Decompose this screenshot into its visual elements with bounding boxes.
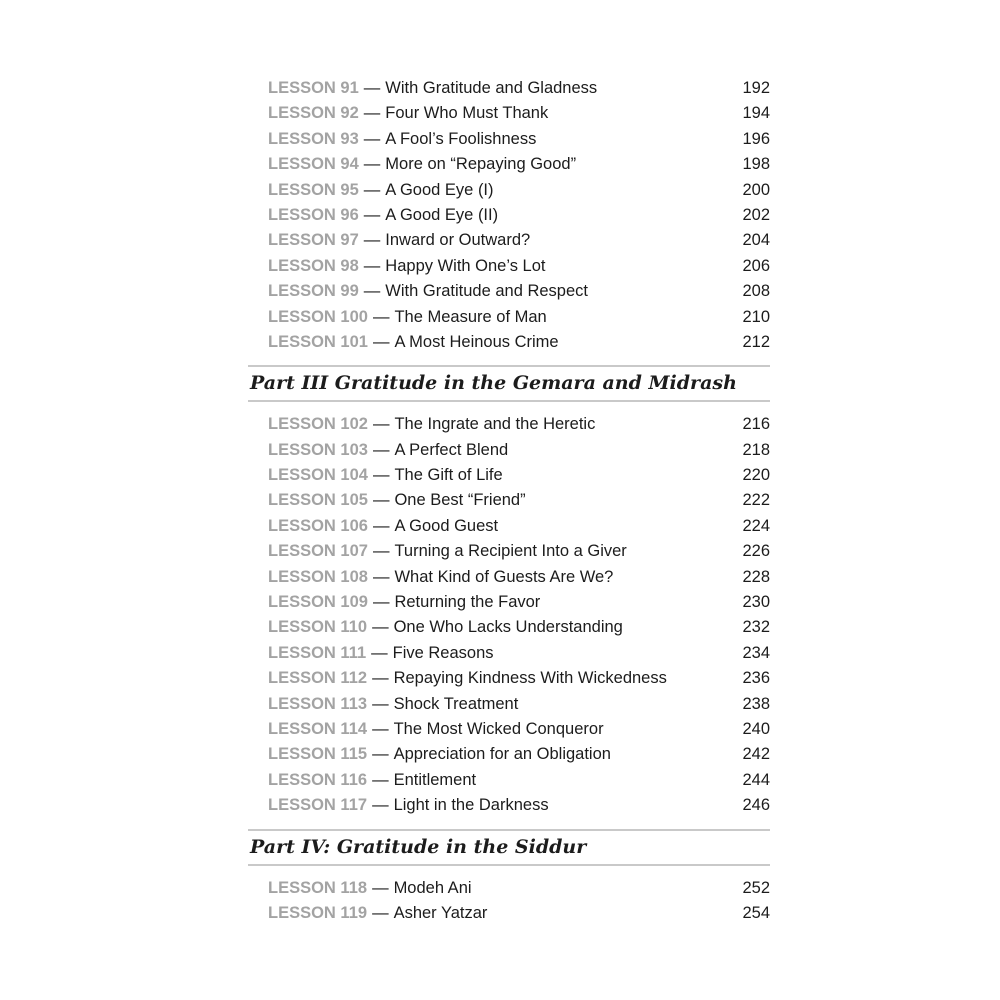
toc-entry [248, 565, 770, 590]
lesson-number: LESSON 104 [268, 466, 368, 485]
lesson-title: A Most Heinous Crime [394, 332, 559, 351]
part-divider-bottom [248, 864, 770, 866]
lesson-title: With Gratitude and Gladness [385, 79, 598, 97]
lesson-title: Appreciation for an Obligation [393, 745, 611, 764]
part-heading-block [248, 829, 770, 866]
lesson-number: LESSON 93 [268, 129, 359, 148]
lesson-number: LESSON 111 [268, 643, 367, 662]
page-number: 202 [742, 205, 770, 224]
toc-entry [248, 717, 770, 742]
lesson-title: One Who Lacks Understanding [393, 618, 623, 637]
em-dash-separator: — [372, 796, 389, 815]
page-number: 194 [742, 104, 770, 123]
em-dash-separator: — [363, 256, 381, 275]
lesson-title: A Perfect Blend [394, 440, 509, 459]
toc-entry [248, 615, 770, 640]
lesson-title: Asher Yatzar [393, 903, 488, 922]
lesson-title: Happy With One’s Lot [385, 256, 546, 275]
lesson-number: LESSON 110 [268, 618, 368, 637]
lesson-number: LESSON 109 [268, 593, 368, 612]
toc-entry [248, 203, 770, 228]
page-number: 240 [742, 719, 770, 738]
em-dash-separator: — [372, 669, 389, 688]
toc-entry [248, 438, 770, 463]
toc-entry [248, 768, 770, 793]
lesson-title: The Measure of Man [394, 307, 547, 326]
lesson-title: Shock Treatment [393, 694, 519, 713]
page-number: 204 [742, 231, 770, 250]
page-number: 254 [742, 903, 770, 922]
part-divider-bottom [248, 400, 770, 402]
em-dash-separator: — [372, 567, 390, 586]
page-number: 222 [742, 491, 770, 510]
page-number: 208 [742, 282, 770, 301]
lesson-title: Modeh Ani [393, 878, 472, 897]
toc-entry [248, 590, 770, 615]
lesson-number: LESSON 105 [268, 491, 368, 510]
lesson-title: The Most Wicked Conqueror [393, 719, 604, 738]
lesson-title: Inward or Outward? [385, 231, 531, 250]
page-number: 238 [742, 694, 770, 713]
page-number: 226 [742, 542, 770, 561]
page-number: 212 [742, 332, 770, 351]
lesson-number: LESSON 91 [268, 79, 359, 97]
em-dash-separator: — [363, 180, 381, 199]
toc-entry [248, 228, 770, 253]
page-number: 236 [742, 669, 770, 688]
em-dash-separator: — [363, 231, 381, 250]
toc-entry [248, 901, 770, 926]
toc-entry [248, 641, 770, 666]
toc-entry [248, 101, 770, 126]
page-number: 232 [742, 618, 770, 637]
page-number: 220 [742, 466, 770, 485]
page-number: 200 [742, 180, 770, 199]
lesson-number: LESSON 102 [268, 415, 368, 434]
page-number: 216 [742, 415, 770, 434]
em-dash-separator: — [363, 104, 381, 123]
toc-entry [248, 488, 770, 513]
page-number: 196 [742, 129, 770, 148]
lesson-title: The Gift of Life [394, 466, 503, 485]
table-of-contents [248, 76, 770, 926]
lesson-number: LESSON 101 [268, 332, 368, 351]
lesson-title: Returning the Favor [394, 593, 541, 612]
lesson-number: LESSON 108 [268, 567, 368, 586]
em-dash-separator: — [372, 770, 389, 789]
toc-entry [248, 412, 770, 437]
toc-entry [248, 127, 770, 152]
em-dash-separator: — [372, 618, 389, 637]
em-dash-separator: — [372, 745, 389, 764]
page-number: 224 [742, 516, 770, 535]
lesson-number: LESSON 117 [268, 796, 368, 815]
lesson-title: A Good Eye (I) [385, 180, 494, 199]
part-heading-block [248, 365, 770, 402]
em-dash-separator: — [372, 307, 390, 326]
toc-entry [248, 514, 770, 539]
lesson-number: LESSON 98 [268, 256, 359, 275]
lesson-title: What Kind of Guests Are We? [394, 567, 614, 586]
em-dash-separator: — [372, 878, 389, 897]
em-dash-separator: — [372, 491, 390, 510]
lesson-number: LESSON 96 [268, 205, 359, 224]
lesson-title: Four Who Must Thank [385, 104, 549, 123]
toc-entry [248, 152, 770, 177]
lesson-number: LESSON 103 [268, 440, 368, 459]
toc-entry [248, 463, 770, 488]
em-dash-separator: — [372, 440, 390, 459]
lesson-number: LESSON 115 [268, 745, 368, 764]
em-dash-separator: — [363, 129, 381, 148]
page-number: 228 [742, 567, 770, 586]
lesson-number: LESSON 99 [268, 282, 359, 301]
lesson-number: LESSON 107 [268, 542, 368, 561]
page-number: 242 [742, 745, 770, 764]
lesson-number: LESSON 97 [268, 231, 359, 250]
page-number: 206 [742, 256, 770, 275]
em-dash-separator: — [372, 694, 389, 713]
em-dash-separator: — [363, 282, 381, 301]
lesson-number: LESSON 112 [268, 669, 368, 688]
page-number: 218 [742, 440, 770, 459]
lesson-number: LESSON 114 [268, 719, 368, 738]
lesson-title: A Fool’s Foolishness [385, 129, 537, 148]
page-number: 244 [742, 770, 770, 789]
em-dash-separator: — [363, 205, 381, 224]
em-dash-separator: — [372, 415, 390, 434]
em-dash-separator: — [363, 79, 381, 97]
toc-entry [248, 254, 770, 279]
toc-entry [248, 876, 770, 901]
page-number: 198 [742, 155, 770, 174]
toc-entry [248, 178, 770, 203]
em-dash-separator: — [372, 719, 389, 738]
lesson-title: With Gratitude and Respect [385, 282, 588, 301]
lesson-number: LESSON 100 [268, 307, 368, 326]
lesson-title: Five Reasons [392, 643, 494, 662]
lesson-title: One Best “Friend” [394, 491, 526, 510]
lesson-number: LESSON 106 [268, 516, 368, 535]
toc-entry [248, 305, 770, 330]
toc-entry [248, 742, 770, 767]
page-number: 210 [742, 307, 770, 326]
lesson-number: LESSON 94 [268, 155, 359, 174]
em-dash-separator: — [363, 155, 381, 174]
page-number: 234 [742, 643, 770, 662]
toc-entry [248, 692, 770, 717]
toc-entry [248, 330, 770, 355]
em-dash-separator: — [372, 332, 390, 351]
toc-entry [248, 793, 770, 818]
toc-entry [248, 76, 770, 101]
part-title: Part IV: Gratitude in the Siddur [250, 835, 587, 858]
toc-entry [248, 666, 770, 691]
lesson-number: LESSON 92 [268, 104, 359, 123]
toc-entry [248, 539, 770, 564]
lesson-title: The Ingrate and the Heretic [394, 415, 596, 434]
em-dash-separator: — [372, 903, 389, 922]
em-dash-separator: — [371, 643, 388, 662]
lesson-title: A Good Eye (II) [385, 205, 499, 224]
toc-entry [248, 279, 770, 304]
em-dash-separator: — [372, 516, 390, 535]
lesson-number: LESSON 113 [268, 694, 368, 713]
page-number: 192 [742, 79, 770, 97]
em-dash-separator: — [372, 466, 390, 485]
em-dash-separator: — [372, 593, 390, 612]
lesson-number: LESSON 118 [268, 878, 368, 897]
lesson-number: LESSON 116 [268, 770, 368, 789]
lesson-title: Light in the Darkness [393, 796, 549, 815]
lesson-title: A Good Guest [394, 516, 499, 535]
part-title: Part III Gratitude in the Gemara and Midrash [250, 372, 737, 395]
page-number: 230 [742, 593, 770, 612]
lesson-number: LESSON 119 [268, 903, 368, 922]
lesson-number: LESSON 95 [268, 180, 359, 199]
lesson-title: Entitlement [393, 770, 477, 789]
lesson-title: Turning a Recipient Into a Giver [394, 542, 627, 561]
lesson-title: Repaying Kindness With Wickedness [393, 669, 667, 688]
page-number: 246 [742, 796, 770, 815]
page-number: 252 [742, 878, 770, 897]
em-dash-separator: — [372, 542, 390, 561]
lesson-title: More on “Repaying Good” [385, 155, 577, 174]
